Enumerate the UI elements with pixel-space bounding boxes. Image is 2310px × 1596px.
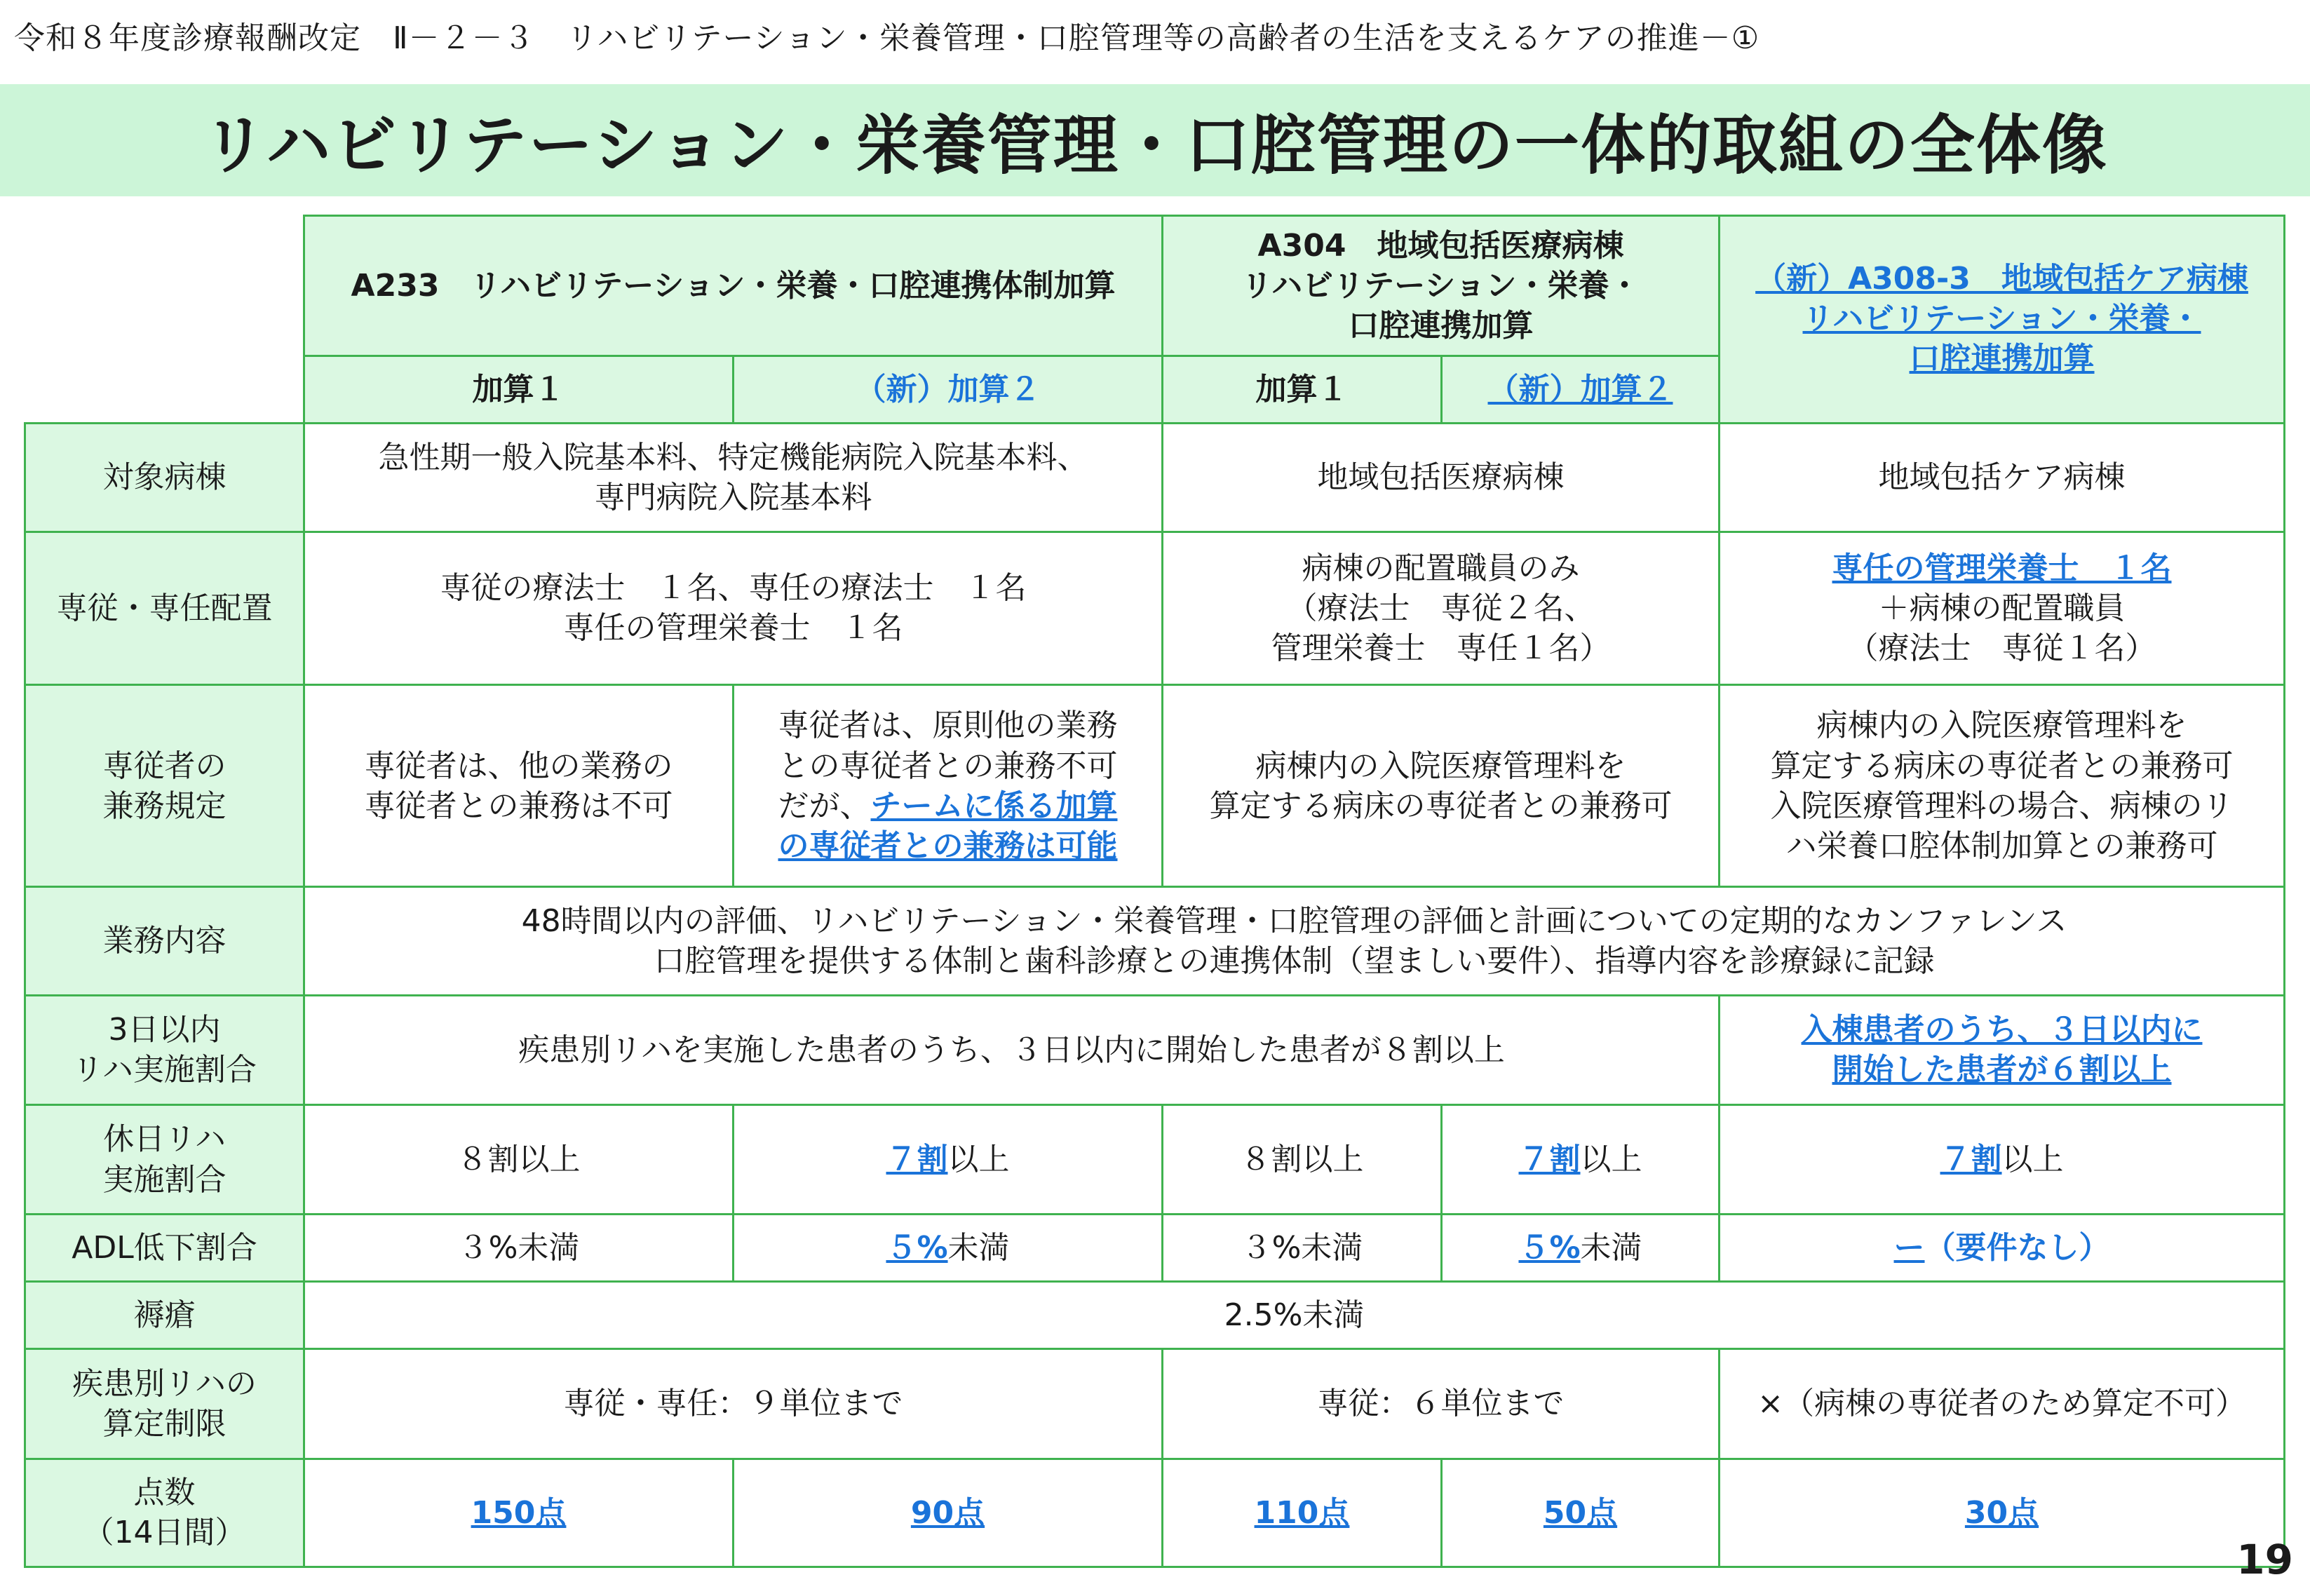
column-header-a233 <box>304 216 1163 356</box>
table-cell: ３%未満 <box>1163 1215 1442 1282</box>
row-label <box>25 1104 304 1214</box>
text-line: 算定する病床の専従者との兼務可 <box>1209 787 1673 824</box>
text-line: ハ栄養口腔体制加算との兼務可 <box>1785 827 2218 864</box>
table-cell: 2.5%未満 <box>304 1282 2285 1349</box>
subheader-a304-2 <box>1442 356 1720 424</box>
highlight-text: ７割 <box>1940 1141 2002 1177</box>
column-header-a308 <box>1720 216 2285 424</box>
table-cell <box>1163 532 1720 684</box>
table-row <box>25 424 2285 532</box>
table-cell <box>1163 685 1720 887</box>
table-cell <box>1442 1459 1720 1567</box>
text-line: 病棟内の入院医療管理料を <box>1816 708 2187 744</box>
subheader-a233-1: 加算１ <box>304 356 734 424</box>
table-row <box>25 995 2285 1104</box>
text-line: 病棟の配置職員のみ <box>1302 550 1580 586</box>
text-suffix: 以上 <box>947 1141 1010 1177</box>
table-row <box>25 685 2285 887</box>
summary-table <box>24 215 2285 1568</box>
text-line: 病棟内の入院医療管理料を <box>1255 748 1626 784</box>
table-cell <box>1163 1459 1442 1567</box>
text-line: 口腔連携加算 <box>1909 341 2095 377</box>
table-cell <box>304 532 1163 684</box>
text-line: 口腔連携加算 <box>1348 308 1534 344</box>
highlight-text: の専従者との兼務は可能 <box>778 827 1118 864</box>
table-cell: ８割以上 <box>1163 1104 1442 1214</box>
highlight-note: （要件なし） <box>1924 1230 2110 1266</box>
text-suffix: 未満 <box>1580 1230 1642 1266</box>
text-line: だが、 <box>778 787 871 824</box>
highlight-text: 専任の管理栄養士 １名 <box>1832 550 2172 586</box>
text-line: 専従の療法士 １名、専任の療法士 １名 <box>440 570 1027 607</box>
text-line: リハビリテーション・栄養・ <box>1241 268 1640 304</box>
points-value: 110点 <box>1254 1494 1350 1531</box>
table-cell: 疾患別リハを実施した患者のうち、３日以内に開始した患者が８割以上 <box>304 995 1720 1104</box>
text-line: 3日以内 <box>108 1012 221 1048</box>
text-suffix: 以上 <box>1580 1141 1642 1177</box>
table-cell: 地域包括医療病棟 <box>1163 424 1720 532</box>
empty-corner <box>25 216 304 424</box>
table-row <box>25 1282 2285 1349</box>
new-addition-label: （新）加算２ <box>1487 372 1673 408</box>
row-label <box>25 995 304 1104</box>
table-cell <box>1720 1459 2285 1567</box>
table-cell <box>1720 1215 2285 1282</box>
text-line: 口腔管理を提供する体制と歯科診療との連携体制（望ましい要件）、指導内容を診療録に記録 <box>654 943 1935 980</box>
table-cell <box>304 1459 734 1567</box>
points-value: 150点 <box>471 1494 567 1531</box>
subheader-a304-1: 加算１ <box>1163 356 1442 424</box>
text-line: リハビリテーション・栄養・ <box>1802 301 2201 337</box>
row-label: 対象病棟 <box>25 424 304 532</box>
text-line: 入院医療管理料の場合、病棟のリ <box>1770 787 2234 824</box>
table-cell <box>1720 995 2285 1104</box>
table-cell: 専従・専任：９単位まで <box>304 1349 1163 1459</box>
row-label: ADL低下割合 <box>25 1215 304 1282</box>
row-label <box>25 1349 304 1459</box>
table-row <box>25 1349 2285 1459</box>
row-label: 専従・専任配置 <box>25 532 304 684</box>
text-line: （14日間） <box>83 1515 246 1551</box>
text-line: （療法士 専従２名、 <box>1286 590 1595 626</box>
row-label: 褥瘡 <box>25 1282 304 1349</box>
text-suffix: 以上 <box>2001 1141 2064 1177</box>
points-value: 50点 <box>1543 1494 1618 1531</box>
points-value: 30点 <box>1964 1494 2039 1531</box>
table-row <box>25 1104 2285 1214</box>
page-title: リハビリテーション・栄養管理・口腔管理の一体的取組の全体像 <box>202 108 2108 183</box>
highlight-text: チームに係る加算 <box>870 787 1118 824</box>
text-line: A304 地域包括医療病棟 <box>1257 227 1624 264</box>
row-label: 業務内容 <box>25 887 304 995</box>
text-line: （療法士 専従１名） <box>1847 630 2156 666</box>
text-line: 算定する病床の専従者との兼務可 <box>1770 748 2234 784</box>
row-label <box>25 685 304 887</box>
table-cell: ×（病棟の専従者のため算定不可） <box>1720 1349 2285 1459</box>
table-cell: ８割以上 <box>304 1104 734 1214</box>
table-row <box>25 887 2285 995</box>
table-cell: ３%未満 <box>304 1215 734 1282</box>
table-cell <box>1442 1104 1720 1214</box>
table-row <box>25 1459 2285 1567</box>
text-line: 疾患別リハの <box>72 1365 257 1402</box>
highlight-text: ５% <box>886 1230 948 1266</box>
text-line: 実施割合 <box>102 1161 227 1198</box>
highlight-text: ５% <box>1518 1230 1581 1266</box>
breadcrumb: 令和８年度診療報酬改定 Ⅱ－２－３ リハビリテーション・栄養管理・口腔管理等の高齢者の生活を支えるケアの推進－① <box>14 20 1760 56</box>
highlight-text: ７割 <box>886 1141 948 1177</box>
table-cell: 専従：６単位まで <box>1163 1349 1720 1459</box>
text-line: リハ実施割合 <box>72 1052 257 1088</box>
table-cell <box>1720 532 2285 684</box>
text-line: 急性期一般入院基本料、特定機能病院入院基本料、 <box>378 439 1088 475</box>
column-header-a233-text: A233 リハビリテーション・栄養・口腔連携体制加算 <box>351 268 1116 304</box>
text-line: 専従者は、原則他の業務 <box>778 708 1118 744</box>
highlight-text: ７割 <box>1518 1141 1581 1177</box>
new-addition-label: （新）加算２ <box>855 372 1041 408</box>
table-cell <box>304 424 1163 532</box>
header-row <box>25 216 2285 356</box>
highlight-text: 入棟患者のうち、３日以内に <box>1801 1012 2203 1048</box>
highlight-text: ー <box>1893 1230 1925 1266</box>
table-cell <box>304 887 2285 995</box>
table-cell <box>1720 1104 2285 1214</box>
text-line: 管理栄養士 専任１名） <box>1271 630 1611 666</box>
text-line: （新）A308-3 地域包括ケア病棟 <box>1755 261 2248 297</box>
table-row <box>25 532 2285 684</box>
text-line: 専従者は、他の業務の <box>364 748 673 784</box>
text-line: 休日リハ <box>103 1121 226 1158</box>
table-cell <box>734 1215 1163 1282</box>
text-line: 点数 <box>133 1475 196 1511</box>
text-line: 専門病院入院基本料 <box>594 480 872 516</box>
table-cell <box>1442 1215 1720 1282</box>
text-line: 算定制限 <box>102 1406 227 1442</box>
row-label <box>25 1459 304 1567</box>
highlight-text: 開始した患者が６割以上 <box>1832 1052 2172 1088</box>
points-value: 90点 <box>910 1494 985 1531</box>
table-row <box>25 1215 2285 1282</box>
text-suffix: 未満 <box>947 1230 1010 1266</box>
table-cell <box>734 1104 1163 1214</box>
text-line: 兼務規定 <box>102 787 227 824</box>
column-header-a304 <box>1163 216 1720 356</box>
text-line: 専従者の <box>102 748 227 784</box>
table-cell <box>734 1459 1163 1567</box>
text-line: 専従者との兼務は不可 <box>364 787 673 824</box>
table-cell <box>734 685 1163 887</box>
table-cell <box>1720 685 2285 887</box>
text-line: 48時間以内の評価、リハビリテーション・栄養管理・口腔管理の評価と計画についての定期的なカンファレンス <box>521 902 2067 939</box>
text-line: 専任の管理栄養士 １名 <box>563 610 903 647</box>
table-cell: 地域包括ケア病棟 <box>1720 424 2285 532</box>
table-cell <box>304 685 734 887</box>
title-band <box>0 84 2310 196</box>
text-line: ＋病棟の配置職員 <box>1878 590 2126 626</box>
text-line: との専従者との兼務不可 <box>778 748 1118 784</box>
subheader-a233-2 <box>734 356 1163 424</box>
page-number: 19 <box>2236 1536 2293 1583</box>
